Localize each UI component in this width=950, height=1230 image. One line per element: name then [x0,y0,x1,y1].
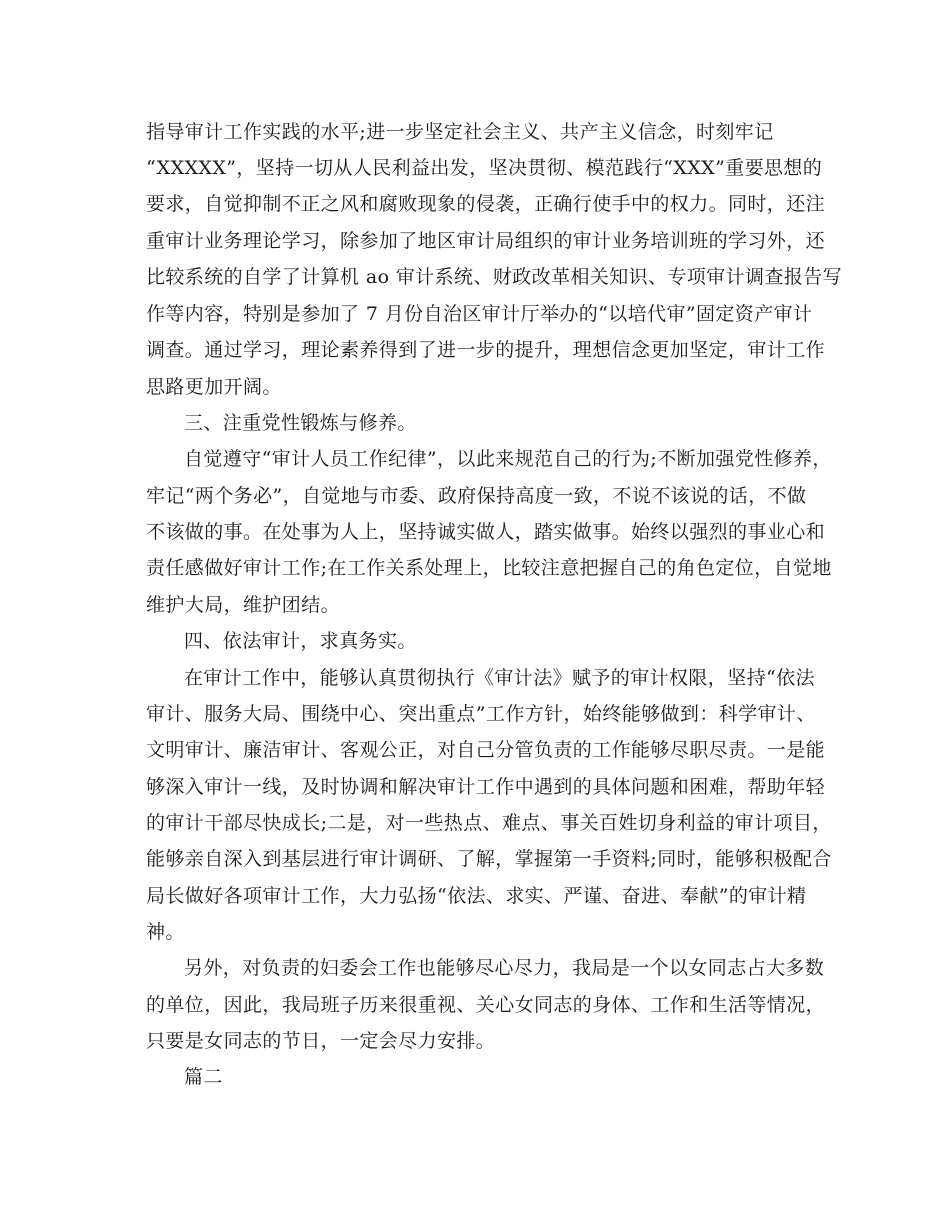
text-line: 维护大局，维护团结。 [146,594,341,616]
text-line: 的审计干部尽快成长;二是，对一些热点、难点、事关百姓切身利益的审计项目， [146,812,832,834]
text-line: 作等内容，特别是参加了 7 月份自治区审计厅举办的“以培代审”固定资产审计 [146,303,813,325]
section-heading: 四、依法审计，求真务实。 [184,630,417,652]
text-line: 思路更加开阔。 [146,376,282,398]
text-line: 指导审计工作实践的水平;进一步坚定社会主义、共产主义信念，时刻牢记 [146,121,774,143]
text-line: 调查。通过学习，理论素养得到了进一步的提升，理想信念更加坚定，审计工作 [146,339,826,361]
text-line: 够深入审计一线，及时协调和解决审计工作中遇到的具体问题和困难，帮助年轻 [146,776,826,798]
text-line: 文明审计、廉洁审计、客观公正，对自己分管负责的工作能够尽职尽责。一是能 [146,739,826,761]
section-heading: 篇二 [184,1066,223,1088]
text-line: 要求，自觉抑制不正之风和腐败现象的侵袭，正确行使手中的权力。同时，还注 [146,193,826,215]
text-line: 另外，对负责的妇委会工作也能够尽心尽力，我局是一个以女同志占大多数 [184,957,825,979]
text-line: 在审计工作中，能够认真贯彻执行《审计法》赋予的审计权限，坚持“依法 [184,667,815,689]
text-line: 重审计业务理论学习，除参加了地区审计局组织的审计业务培训班的学习外，还 [146,230,826,252]
section-heading: 三、注重党性锻炼与修养。 [184,412,417,434]
text-line: 不该做的事。在处事为人上，坚持诚实做人，踏实做事。始终以强烈的事业心和 [146,521,826,543]
text-line: 审计、服务大局、围绕中心、突出重点”工作方针，始终能够做到：科学审计、 [146,703,816,725]
text-line: 责任感做好审计工作;在工作关系处理上，比较注意把握自己的角色定位，自觉地 [146,557,832,579]
text-line: 牢记“两个务必”，自觉地与市委、政府保持高度一致，不说不该说的话，不做 [146,485,807,507]
text-line: 能够亲自深入到基层进行审计调研、了解，掌握第一手资料;同时，能够积极配合 [146,848,832,870]
text-line: 的单位，因此，我局班子历来很重视、关心女同志的身体、工作和生活等情况， [146,994,826,1016]
text-line: 比较系统的自学了计算机 ao 审计系统、财政改革相关知识、专项审计调查报告写 [146,266,843,288]
text-line: 自觉遵守“审计人员工作纪律”，以此来规范自己的行为;不断加强党性修养， [184,448,832,470]
text-line: 局长做好各项审计工作，大力弘扬“依法、求实、严谨、奋进、奉献”的审计精 [146,885,807,907]
text-line: 神。 [146,921,185,943]
text-line: “XXXXX”，坚持一切从人民利益出发，坚决贯彻、模范践行“XXX”重要思想的 [146,157,823,179]
text-line: 只要是女同志的节日，一定会尽力安排。 [146,1030,496,1052]
